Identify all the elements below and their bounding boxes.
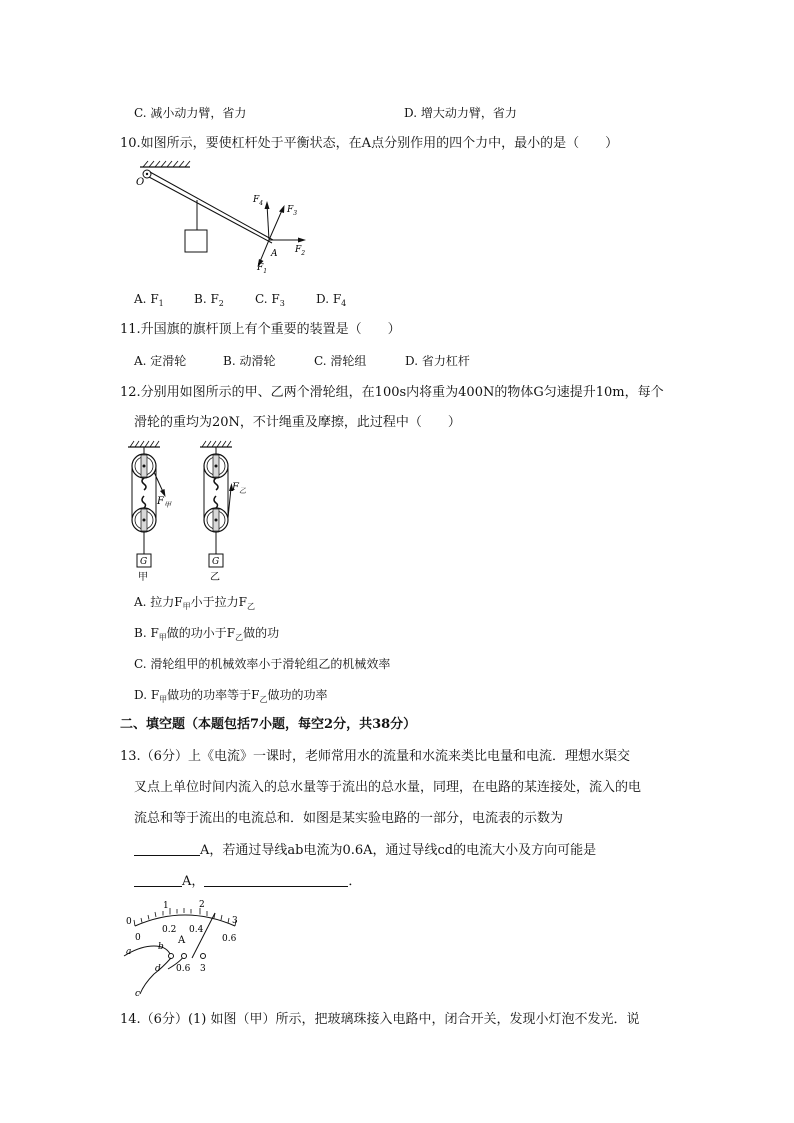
q9-option-d: D. 增大动力臂，省力	[404, 106, 517, 120]
q13-line4: A，若通过导线ab电流为0.6A，通过导线cd的电流大小及方向可能是	[134, 842, 596, 860]
label-yi: 乙	[210, 572, 220, 583]
q12-option-d: D. $F_甲$做功的功率等于$F_乙$做功的功率	[134, 688, 328, 704]
svg-text:A: A	[178, 935, 186, 946]
svg-text:c: c	[135, 989, 141, 999]
svg-text:0.6: 0.6	[176, 964, 191, 974]
f1-label: $F_1$	[257, 263, 268, 275]
q11-stem: 11.升国旗的旗杆顶上有个重要的装置是（ ）	[120, 322, 401, 337]
ammeter-figure	[122, 896, 247, 1001]
svg-text:0: 0	[135, 933, 141, 943]
f2-label: $F_2$	[295, 245, 306, 257]
q14-line1: 14.（6分）(1) 如图（甲）所示，把玻璃珠接入电路中，闭合开关，发现小灯泡不发光．说	[120, 1012, 640, 1027]
svg-text:0.2: 0.2	[162, 925, 177, 935]
lever-figure	[135, 160, 315, 280]
svg-text:1: 1	[163, 901, 169, 911]
q12-option-b: B. $F_甲$做的功小于$F_乙$做的功	[134, 626, 280, 642]
weight-label-jia: G	[140, 557, 148, 567]
svg-text:0: 0	[126, 917, 132, 927]
q12-option-c: C. 滑轮组甲的机械效率小于滑轮组乙的机械效率	[134, 657, 391, 671]
svg-text:0.4: 0.4	[189, 925, 204, 935]
q11-option-a: A. 定滑轮	[134, 354, 187, 368]
q11-option-c: C. 滑轮组	[314, 354, 367, 368]
answer-blank-2[interactable]	[134, 873, 182, 887]
answer-blank-1[interactable]	[134, 842, 200, 856]
q12-stem-line2: 滑轮的重均为20N，不计绳重及摩擦，此过程中（ ）	[134, 415, 461, 430]
q10-option-c: C. $F_3$	[255, 292, 285, 308]
svg-text:0.6: 0.6	[222, 934, 237, 944]
q9-option-c: C. 减小动力臂，省力	[134, 106, 247, 120]
pulley-figure	[120, 438, 250, 588]
pivot-label: O	[136, 177, 145, 188]
f4-label: $F_4$	[253, 195, 264, 207]
label-jia: 甲	[138, 572, 148, 583]
weight-label-yi: G	[212, 557, 220, 567]
q10-stem: 10.如图所示，要使杠杆处于平衡状态，在A点分别作用的四个力中，最小的是（ ）	[120, 136, 619, 151]
q10-option-d: D. $F_4$	[316, 292, 347, 308]
q11-option-d: D. 省力杠杆	[405, 354, 470, 368]
svg-text:2: 2	[199, 900, 205, 910]
q10-option-b: B. $F_2$	[194, 292, 224, 308]
svg-text:3: 3	[232, 916, 238, 926]
f3-label: $F_3$	[287, 205, 298, 217]
q12-stem-line1: 12.分别用如图所示的甲、乙两个滑轮组，在100s内将重为400N的物体G匀速提升10m，每个	[120, 385, 664, 400]
f-jia-label: $F_甲$	[157, 496, 171, 509]
svg-text:b: b	[158, 942, 164, 952]
q12-option-a: A. 拉力$F_甲$小于拉力$F_乙$	[134, 595, 255, 611]
q10-option-a: A. $F_1$	[134, 292, 164, 308]
answer-blank-3[interactable]	[204, 873, 348, 887]
section-heading: 二、填空题（本题包括7小题，每空2分，共38分）	[120, 717, 417, 732]
f-yi-label: $F_乙$	[232, 482, 246, 495]
q13-line3: 流总和等于流出的电流总和．如图是某实验电路的一部分，电流表的示数为	[134, 811, 564, 826]
svg-text:a: a	[126, 947, 132, 957]
q11-option-b: B. 动滑轮	[223, 354, 276, 368]
q13-line2: 叉点上单位时间内流入的总水量等于流出的总水量，同理，在电路的某连接处，流入的电	[134, 780, 642, 795]
q13-line5: A， ．	[134, 873, 361, 891]
q13-line1: 13.（6分）上《电流》一课时，老师常用水的流量和水流来类比电量和电流．理想水渠交	[120, 749, 630, 764]
svg-text:d: d	[155, 964, 161, 974]
point-a-label: A	[271, 249, 278, 259]
svg-text:3: 3	[200, 964, 206, 974]
